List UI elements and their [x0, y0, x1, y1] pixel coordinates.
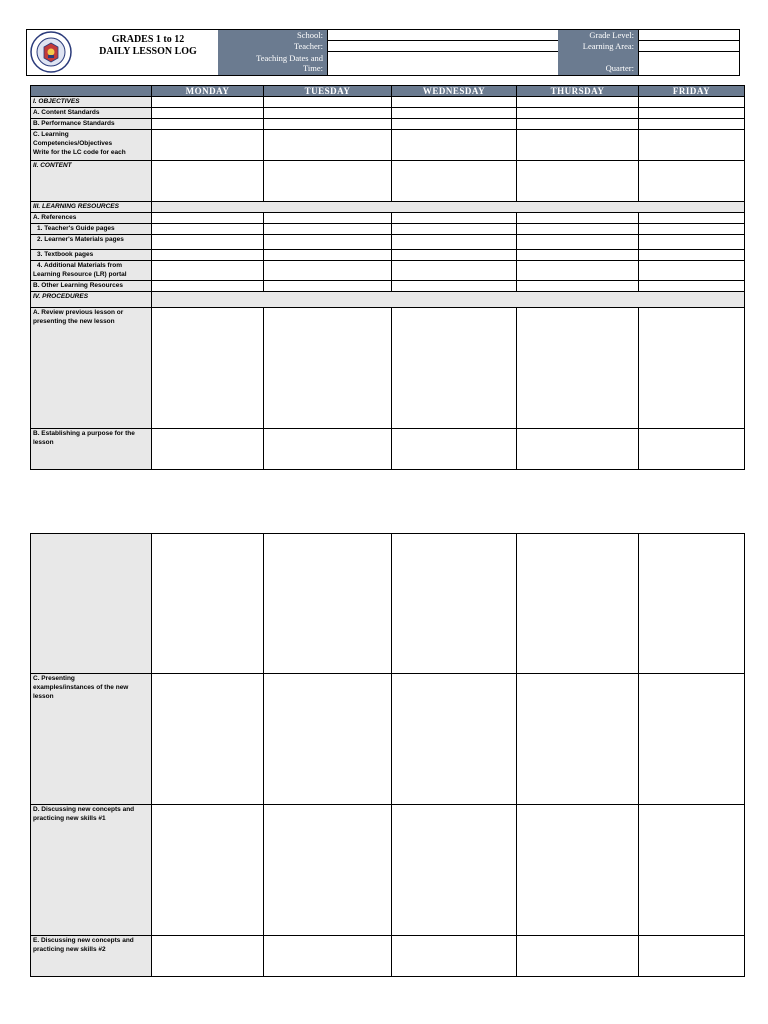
- row-label-content: II. CONTENT: [31, 161, 152, 202]
- cell[interactable]: [517, 261, 639, 281]
- cell[interactable]: [639, 97, 745, 108]
- cell[interactable]: [264, 213, 392, 224]
- cell[interactable]: [517, 281, 639, 292]
- cell[interactable]: [392, 108, 517, 119]
- cell[interactable]: [639, 161, 745, 202]
- cell[interactable]: [392, 224, 517, 235]
- cell[interactable]: [264, 108, 392, 119]
- cell[interactable]: [392, 97, 517, 108]
- cell[interactable]: [639, 805, 745, 936]
- cell[interactable]: [639, 235, 745, 250]
- row-label-line: Write for the LC code for each: [33, 149, 126, 156]
- cell[interactable]: [264, 119, 392, 130]
- cell[interactable]: [639, 261, 745, 281]
- cell[interactable]: [517, 161, 639, 202]
- cell[interactable]: [264, 235, 392, 250]
- row-label-line: D. Discussing new concepts and: [33, 806, 135, 813]
- cell[interactable]: [264, 161, 392, 202]
- cell[interactable]: [152, 261, 264, 281]
- cell[interactable]: [392, 674, 517, 805]
- cell[interactable]: [639, 674, 745, 805]
- corner-cell: [31, 86, 152, 97]
- row-label-learners-materials: 2. Learner's Materials pages: [31, 235, 152, 250]
- cell[interactable]: [264, 936, 392, 977]
- cell[interactable]: [517, 674, 639, 805]
- cell[interactable]: [517, 429, 639, 470]
- row-label-performance-standards: B. Performance Standards: [31, 119, 152, 130]
- cell[interactable]: [392, 281, 517, 292]
- row-label-line: lesson: [33, 439, 54, 446]
- cell[interactable]: [152, 119, 264, 130]
- cell[interactable]: [517, 108, 639, 119]
- cell[interactable]: [639, 534, 745, 674]
- row-label-learning-resources: III. LEARNING RESOURCES: [31, 202, 152, 213]
- cell[interactable]: [639, 429, 745, 470]
- cell[interactable]: [639, 130, 745, 161]
- cell[interactable]: [639, 281, 745, 292]
- row-label-line: C. Presenting: [33, 675, 75, 682]
- cell[interactable]: [517, 130, 639, 161]
- lesson-log-table-page-1: [30, 85, 745, 470]
- cell[interactable]: [517, 308, 639, 429]
- cell[interactable]: [639, 936, 745, 977]
- cell[interactable]: [152, 308, 264, 429]
- quarter-field[interactable]: [638, 52, 739, 75]
- row-label-discussing-2: [31, 936, 152, 977]
- row-label-procedures: IV. PROCEDURES: [31, 292, 152, 308]
- cell[interactable]: [392, 213, 517, 224]
- cell[interactable]: [152, 674, 264, 805]
- row-label-line: 4. Additional Materials from: [37, 262, 122, 269]
- row-label-content-standards: A. Content Standards: [31, 108, 152, 119]
- form-title: [78, 34, 218, 58]
- row-label-purpose: [31, 429, 152, 470]
- cell[interactable]: [392, 936, 517, 977]
- teacher-field[interactable]: [327, 41, 558, 52]
- row-label-competencies: [31, 130, 152, 161]
- cell[interactable]: [264, 261, 392, 281]
- row-label-line: Learning Resource (LR) portal: [33, 271, 127, 278]
- cell[interactable]: [264, 224, 392, 235]
- cell[interactable]: [517, 119, 639, 130]
- day-header-tuesday: TUESDAY: [264, 86, 392, 97]
- row-label-line: E. Discussing new concepts and: [33, 937, 134, 944]
- quarter-label: Quarter:: [558, 63, 638, 73]
- cell[interactable]: [639, 108, 745, 119]
- title-line-1: GRADES 1 to 12: [111, 34, 185, 45]
- row-label-line: examples/instances of the new: [33, 684, 129, 691]
- row-label-discussing-1: [31, 805, 152, 936]
- row-label-line: practicing new skills #1: [33, 815, 106, 822]
- row-label-review: [31, 308, 152, 429]
- cell[interactable]: [517, 224, 639, 235]
- cell[interactable]: [152, 936, 264, 977]
- row-label-line: practicing new skills #2: [33, 946, 106, 953]
- cell[interactable]: [152, 429, 264, 470]
- cell[interactable]: [264, 805, 392, 936]
- cell[interactable]: [517, 250, 639, 261]
- cell[interactable]: [517, 235, 639, 250]
- cell[interactable]: [517, 805, 639, 936]
- cell[interactable]: [392, 130, 517, 161]
- cell[interactable]: [639, 119, 745, 130]
- row-label-line: presenting the new lesson: [33, 318, 115, 325]
- day-header-wednesday: WEDNESDAY: [392, 86, 517, 97]
- school-label: School:: [218, 30, 327, 40]
- cell[interactable]: [392, 534, 517, 674]
- dates-label-line-1: Teaching Dates and: [218, 53, 327, 63]
- section-bar-learning-resources: [152, 202, 745, 213]
- cell[interactable]: [392, 261, 517, 281]
- teacher-label: Teacher:: [218, 41, 327, 51]
- cell[interactable]: [392, 805, 517, 936]
- cell[interactable]: [392, 119, 517, 130]
- cell[interactable]: [152, 281, 264, 292]
- cell[interactable]: [264, 97, 392, 108]
- row-label-line: C. Learning: [33, 131, 69, 138]
- cell[interactable]: [639, 308, 745, 429]
- cell[interactable]: [152, 130, 264, 161]
- cell[interactable]: [392, 429, 517, 470]
- day-header-thursday: THURSDAY: [517, 86, 639, 97]
- cell[interactable]: [152, 805, 264, 936]
- row-label-references: A. References: [31, 213, 152, 224]
- cell[interactable]: [392, 308, 517, 429]
- row-label-line: Competencies/Objectives: [33, 140, 113, 147]
- deped-seal-logo: [30, 31, 72, 73]
- row-label-line: B. Establishing a purpose for the: [33, 430, 135, 437]
- grade-level-field[interactable]: [638, 30, 739, 41]
- cell[interactable]: [152, 224, 264, 235]
- cell[interactable]: [639, 224, 745, 235]
- cell[interactable]: [392, 161, 517, 202]
- dates-field[interactable]: [327, 52, 558, 75]
- row-label-teachers-guide: 1. Teacher's Guide pages: [31, 224, 152, 235]
- cell[interactable]: [152, 97, 264, 108]
- day-header-monday: MONDAY: [152, 86, 264, 97]
- cell[interactable]: [152, 534, 264, 674]
- cell[interactable]: [517, 936, 639, 977]
- learning-area-label: Learning Area:: [558, 41, 638, 51]
- cell[interactable]: [392, 235, 517, 250]
- cell[interactable]: [392, 250, 517, 261]
- learning-area-field[interactable]: [638, 41, 739, 52]
- cell[interactable]: [517, 97, 639, 108]
- row-label-textbook: 3. Textbook pages: [31, 250, 152, 261]
- cell[interactable]: [639, 213, 745, 224]
- title-line-2: DAILY LESSON LOG: [99, 46, 197, 57]
- cell[interactable]: [517, 213, 639, 224]
- row-label-presenting: [31, 674, 152, 805]
- cell[interactable]: [152, 250, 264, 261]
- cell[interactable]: [264, 281, 392, 292]
- row-label-line: lesson: [33, 693, 54, 700]
- cell[interactable]: [152, 213, 264, 224]
- row-label-objectives: I. OBJECTIVES: [31, 97, 152, 108]
- cell[interactable]: [264, 674, 392, 805]
- day-header-friday: FRIDAY: [639, 86, 745, 97]
- school-field[interactable]: [327, 30, 558, 41]
- cell[interactable]: [264, 534, 392, 674]
- cell[interactable]: [517, 534, 639, 674]
- section-bar-procedures: [152, 292, 745, 308]
- grade-level-label: Grade Level:: [558, 30, 638, 40]
- row-label-other-resources: B. Other Learning Resources: [31, 281, 152, 292]
- cell[interactable]: [264, 429, 392, 470]
- cell[interactable]: [152, 161, 264, 202]
- row-label-line: A. Review previous lesson or: [33, 309, 124, 316]
- cell[interactable]: [264, 250, 392, 261]
- cell[interactable]: [639, 250, 745, 261]
- lesson-log-table-page-2: [30, 533, 745, 977]
- cell[interactable]: [264, 308, 392, 429]
- row-label-additional-materials: [31, 261, 152, 281]
- row-label-continued: [31, 534, 152, 674]
- dates-label-line-2: Time:: [218, 63, 327, 73]
- cell[interactable]: [152, 108, 264, 119]
- cell[interactable]: [264, 130, 392, 161]
- cell[interactable]: [152, 235, 264, 250]
